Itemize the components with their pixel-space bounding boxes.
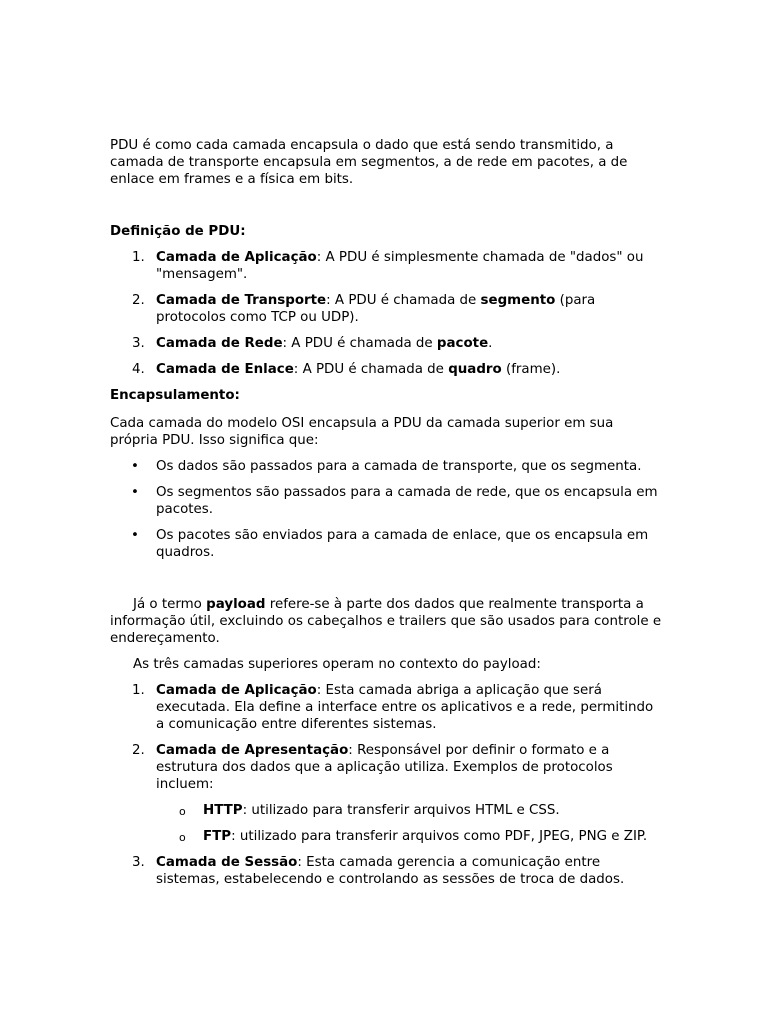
pdu-name: quadro	[448, 362, 502, 377]
list-item	[110, 249, 665, 283]
list-item	[110, 742, 665, 793]
layer-name: Camada de Rede	[156, 336, 283, 351]
list-item	[110, 682, 665, 733]
item-text: (frame).	[501, 362, 561, 377]
document-page	[110, 137, 665, 897]
list-number: 2.	[132, 293, 145, 308]
layer-name: Camada de Apresentação	[156, 743, 349, 758]
list-number: 1.	[132, 683, 145, 698]
list-item	[110, 484, 665, 518]
pdu-definition-heading: Definição de PDU:	[110, 224, 246, 239]
payload-term: payload	[206, 597, 266, 612]
list-item	[110, 292, 665, 326]
layer-name: Camada de Aplicação	[156, 683, 317, 698]
circle-bullet-marker: o	[179, 831, 186, 844]
pdu-name: segmento	[480, 293, 556, 308]
item-text: : A PDU é chamada de	[282, 336, 437, 351]
layer-name: Camada de Aplicação	[156, 250, 317, 265]
payload-text: refere-se à parte dos dados que realmente transporta a informação útil, excluindo os cabeçalhos e trailers que são usados para controle e endereçamento.	[110, 597, 662, 646]
layer-name: Camada de Transporte	[156, 293, 327, 308]
item-text: .	[488, 336, 493, 351]
list-item	[110, 458, 665, 475]
encapsulation-paragraph: Cada camada do modelo OSI encapsula a PDU da camada superior em sua própria PDU. Isso significa que:	[110, 416, 614, 448]
list-item	[110, 802, 665, 819]
item-text: Os segmentos são passados para a camada de rede, que os encapsula em pacotes.	[156, 485, 658, 517]
item-text: : A PDU é simplesmente chamada de "dados" ou "mensagem".	[156, 250, 644, 282]
bullet-marker: •	[131, 485, 139, 500]
protocol-name: HTTP	[203, 803, 243, 818]
item-text: : A PDU é chamada de	[293, 362, 449, 377]
list-number: 3.	[132, 855, 145, 870]
upper-layers-list	[110, 682, 665, 888]
intro-paragraph: PDU é como cada camada encapsula o dado que está sendo transmitido, a camada de transporte encapsula em segmentos, a de rede em pacotes, a de enlace em frames e a física em bits.	[110, 138, 628, 187]
bullet-marker: •	[131, 528, 139, 543]
layer-name: Camada de Sessão	[156, 855, 298, 870]
payload-paragraph	[110, 596, 665, 647]
item-text: Os dados são passados para a camada de transporte, que os segmenta.	[156, 459, 642, 474]
item-text: : Esta camada gerencia a comunicação entre sistemas, estabelecendo e controlando as sessões de troca de dados.	[156, 855, 625, 887]
list-item	[110, 828, 665, 845]
list-item	[110, 335, 665, 352]
protocol-name: FTP	[203, 829, 232, 844]
spacer	[110, 570, 665, 596]
item-text: (para protocolos como TCP ou UDP).	[156, 293, 596, 325]
item-text: : utilizado para transferir arquivos HTML e CSS.	[242, 803, 560, 818]
circle-bullet-marker: o	[179, 805, 186, 818]
upper-layers-intro: As três camadas superiores operam no contexto do payload:	[133, 657, 541, 672]
list-item	[110, 361, 665, 378]
list-number: 1.	[132, 250, 145, 265]
payload-text: Já o termo	[133, 597, 207, 612]
encapsulation-bullet-list	[110, 458, 665, 561]
item-text: : Responsável por definir o formato e a estrutura dos dados que a aplicação utiliza. Exemplos de protocolos incluem:	[156, 743, 613, 792]
list-item	[110, 854, 665, 888]
list-item	[110, 527, 665, 561]
list-number: 4.	[132, 362, 145, 377]
item-text: : utilizado para transferir arquivos como PDF, JPEG, PNG e ZIP.	[231, 829, 648, 844]
pdu-definition-list	[110, 249, 665, 378]
layer-name: Camada de Enlace	[156, 362, 294, 377]
bullet-marker: •	[131, 459, 139, 474]
encapsulation-heading: Encapsulamento:	[110, 388, 240, 403]
item-text: : A PDU é chamada de	[326, 293, 481, 308]
item-text: : Esta camada abriga a aplicação que será executada. Ela define a interface entre os aplicativos e a rede, permitindo a comunicação entre diferentes sistemas.	[156, 683, 654, 732]
item-text: Os pacotes são enviados para a camada de enlace, que os encapsula em quadros.	[156, 528, 649, 560]
list-number: 2.	[132, 743, 145, 758]
list-number: 3.	[132, 336, 145, 351]
pdu-name: pacote	[436, 336, 489, 351]
